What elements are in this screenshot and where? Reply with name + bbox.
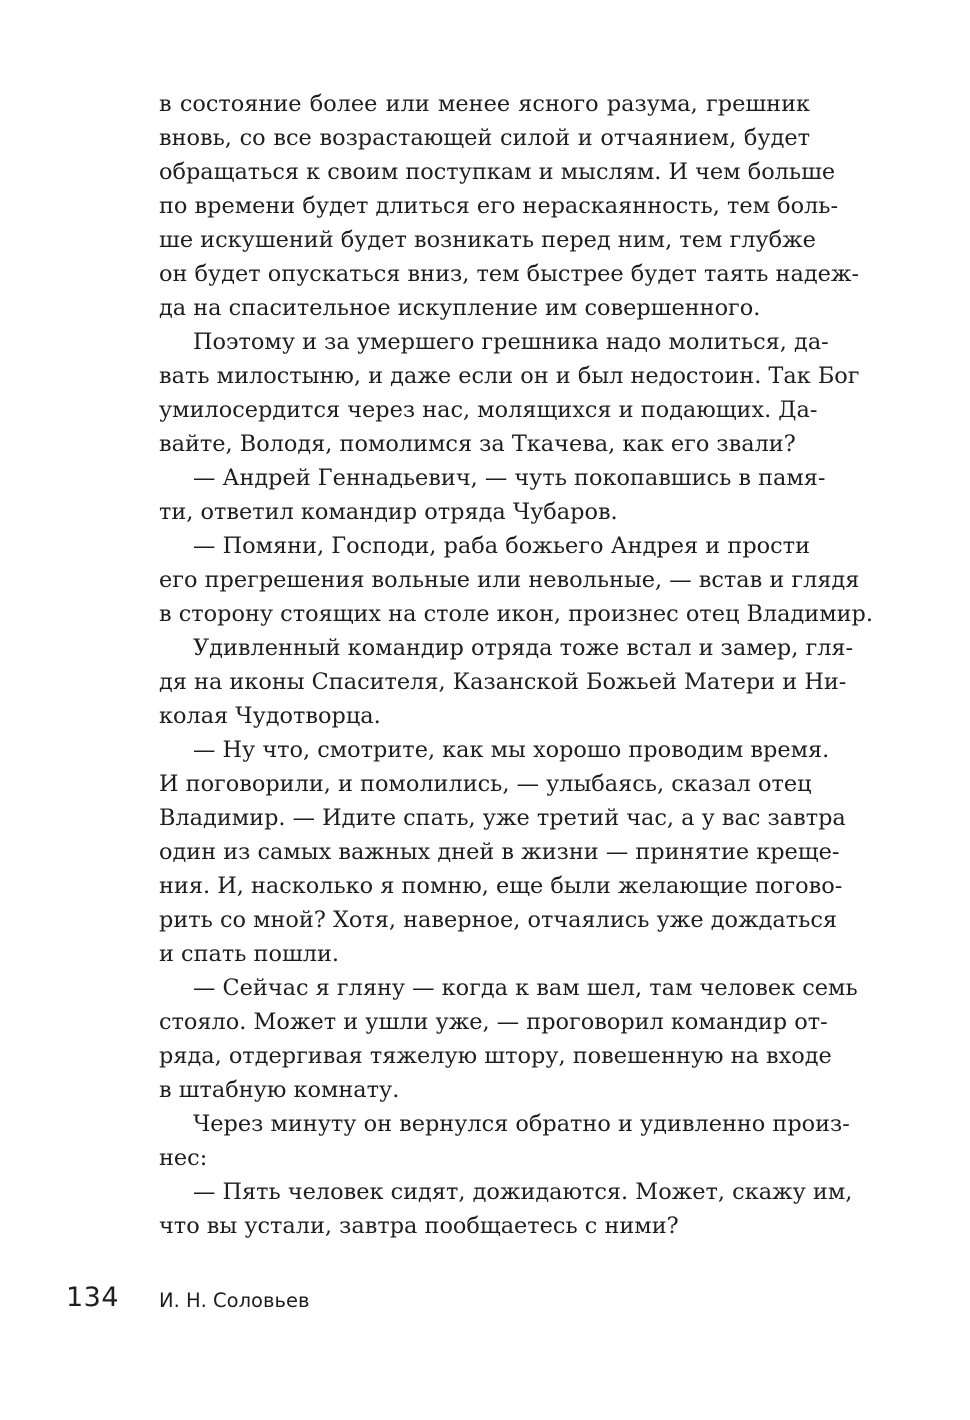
text-line: да на спасительное искупление им совершенного. [159, 295, 761, 321]
text-line: ния. И, насколько я помню, еще были желающие погово- [159, 873, 843, 899]
text-line: что вы устали, завтра пообщаетесь с ними? [159, 1213, 679, 1239]
text-line: Поэтому и за умершего грешника надо молиться, да- [193, 329, 829, 355]
text-line: стояло. Может и ушли уже, — проговорил командир от- [159, 1009, 828, 1035]
text-line: — Сейчас я гляну — когда к вам шел, там человек семь [193, 975, 858, 1001]
paragraph [159, 529, 873, 631]
text-line: И поговорили, и помолились, — улыбаясь, сказал отец [159, 771, 812, 797]
text-line: его прегрешения вольные или невольные, — встав и глядя [159, 567, 860, 593]
paragraph [159, 325, 860, 461]
text-line: один из самых важных дней в жизни — принятие креще- [159, 839, 840, 865]
text-line: нес: [159, 1145, 208, 1171]
text-line: рить со мной? Хотя, наверное, отчаялись уже дождаться [159, 907, 837, 933]
paragraph [159, 1175, 853, 1243]
text-line: Через минуту он вернулся обратно и удивленно произ- [193, 1111, 850, 1137]
paragraph [159, 971, 858, 1107]
text-line: и спать пошли. [159, 941, 340, 967]
text-line: вать милостыню, и даже если он и был недостоин. Так Бог [159, 363, 860, 389]
page-footer [0, 1280, 970, 1320]
text-line: — Ну что, смотрите, как мы хорошо проводим время. [193, 737, 830, 763]
text-line: обращаться к своим поступкам и мыслям. И чем больше [159, 159, 836, 185]
text-line: он будет опускаться вниз, тем быстрее будет таять надеж- [159, 261, 860, 287]
text-line: в сторону стоящих на столе икон, произнес отец Владимир. [159, 601, 873, 627]
paragraph [159, 733, 846, 971]
text-line: колая Чудотворца. [159, 703, 381, 729]
text-line: в штабную комнату. [159, 1077, 400, 1103]
text-line: ше искушений будет возникать перед ним, тем глубже [159, 227, 816, 253]
text-line: вновь, со все возрастающей силой и отчаянием, будет [159, 125, 810, 151]
paragraph [159, 87, 860, 325]
text-line: умилосердится через нас, молящихся и подающих. Да- [159, 397, 818, 423]
text-line: Удивленный командир отряда тоже встал и замер, гля- [193, 635, 854, 661]
body-text [159, 87, 873, 1243]
text-line: — Помяни, Господи, раба божьего Андрея и прости [193, 533, 810, 559]
text-line: дя на иконы Спасителя, Казанской Божьей Матери и Ни- [159, 669, 847, 695]
text-line: по времени будет длиться его нераскаянность, тем боль- [159, 193, 839, 219]
paragraph [159, 631, 854, 733]
text-line: в состояние более или менее ясного разума, грешник [159, 91, 810, 117]
paragraph [159, 461, 826, 529]
running-footer-author: И. Н. Соловьев [159, 1289, 310, 1312]
text-line: — Андрей Геннадьевич, — чуть покопавшись в памя- [193, 465, 826, 491]
text-line: — Пять человек сидят, дожидаются. Может, скажу им, [193, 1179, 853, 1205]
text-line: ряда, отдергивая тяжелую штору, повешенную на входе [159, 1043, 832, 1069]
text-line: ти, ответил командир отряда Чубаров. [159, 499, 618, 525]
paragraph [159, 1107, 850, 1175]
text-line: Владимир. — Идите спать, уже третий час, а у вас завтра [159, 805, 846, 831]
page-number: 134 [66, 1282, 120, 1313]
text-line: вайте, Володя, помолимся за Ткачева, как его звали? [159, 431, 796, 457]
